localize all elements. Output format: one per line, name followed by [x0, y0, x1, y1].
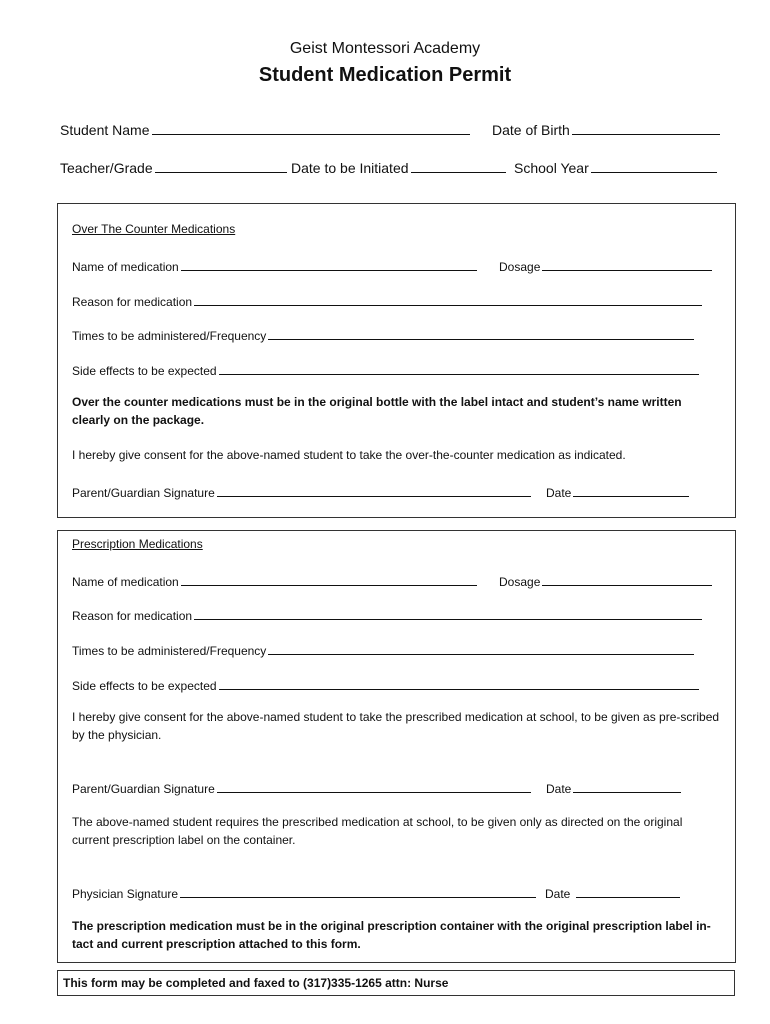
school-year-line[interactable]: [591, 159, 717, 173]
otc-signature-field[interactable]: [72, 483, 531, 500]
rx-physician-signature-field[interactable]: [72, 884, 536, 901]
rx-times-field[interactable]: [72, 641, 694, 658]
otc-times-line[interactable]: [268, 326, 694, 340]
rx-medication-name-field[interactable]: [72, 572, 477, 589]
rx-parent-date-line[interactable]: [573, 779, 681, 793]
rx-parent-date-label: Date: [546, 782, 572, 796]
date-of-birth-line[interactable]: [572, 121, 720, 135]
rx-physician-date-label: Date: [545, 887, 571, 901]
rx-medication-name-line[interactable]: [181, 572, 477, 586]
otc-side-effects-line[interactable]: [219, 361, 699, 375]
otc-warning: Over the counter medications must be in the original bottle with the label intact and student’s name written clearly on the package.: [72, 395, 682, 427]
otc-date-label: Date: [546, 486, 572, 500]
student-name-label: Student Name: [60, 122, 150, 138]
student-name-field[interactable]: [60, 121, 470, 138]
otc-medication-name-field[interactable]: [72, 257, 477, 274]
otc-dosage-field[interactable]: [499, 257, 712, 274]
rx-physician-statement: The above-named student requires the prescribed medication at school, to be given only as directed on the original current prescription label on the container.: [72, 815, 683, 847]
teacher-grade-label: Teacher/Grade: [60, 160, 153, 176]
rx-side-effects-line[interactable]: [219, 676, 699, 690]
otc-dosage-line[interactable]: [542, 257, 712, 271]
otc-section: [57, 203, 736, 518]
rx-dosage-label: Dosage: [499, 575, 541, 589]
otc-date-field[interactable]: [546, 483, 689, 500]
otc-signature-line[interactable]: [217, 483, 531, 497]
otc-times-field[interactable]: [72, 326, 694, 343]
school-year-field[interactable]: [514, 159, 717, 176]
rx-parent-date-field[interactable]: [546, 779, 681, 796]
date-of-birth-field[interactable]: [492, 121, 720, 138]
school-name: Geist Montessori Academy: [289, 40, 481, 57]
teacher-grade-field[interactable]: [60, 159, 287, 176]
rx-dosage-field[interactable]: [499, 572, 712, 589]
rx-side-effects-label: Side effects to be expected: [72, 679, 217, 693]
otc-reason-line[interactable]: [194, 292, 702, 306]
date-initiated-field[interactable]: [291, 159, 506, 176]
teacher-grade-line[interactable]: [155, 159, 287, 173]
fax-note: This form may be completed and faxed to (317)335-1265 attn: Nurse: [63, 976, 449, 990]
rx-heading: Prescription Medications: [72, 537, 203, 551]
rx-parent-signature-line[interactable]: [217, 779, 531, 793]
rx-physician-signature-label: Physician Signature: [72, 887, 179, 901]
otc-heading: Over The Counter Medications: [72, 222, 236, 236]
date-of-birth-label: Date of Birth: [492, 122, 570, 138]
form-title: Student Medication Permit: [258, 64, 512, 86]
rx-warning: The prescription medication must be in the original prescription container with the original prescription label in-tact and current prescription attached to this form.: [72, 919, 711, 951]
otc-side-effects-field[interactable]: [72, 361, 699, 378]
date-initiated-label: Date to be Initiated: [291, 160, 409, 176]
otc-dosage-label: Dosage: [499, 260, 541, 274]
otc-consent: I hereby give consent for the above-named student to take the over-the-counter medication as indicated.: [72, 448, 626, 462]
rx-parent-signature-label: Parent/Guardian Signature: [72, 782, 215, 796]
otc-date-line[interactable]: [573, 483, 689, 497]
rx-side-effects-field[interactable]: [72, 676, 699, 693]
rx-reason-label: Reason for medication: [72, 609, 193, 623]
otc-side-effects-label: Side effects to be expected: [72, 364, 217, 378]
fax-note-box: [57, 970, 735, 996]
otc-reason-field[interactable]: [72, 292, 702, 309]
rx-dosage-line[interactable]: [542, 572, 712, 586]
rx-reason-field[interactable]: [72, 606, 702, 623]
rx-medication-name-label: Name of medication: [72, 575, 179, 589]
rx-physician-date-line[interactable]: [576, 884, 680, 898]
otc-signature-label: Parent/Guardian Signature: [72, 486, 215, 500]
otc-medication-name-label: Name of medication: [72, 260, 179, 274]
rx-times-label: Times to be administered/Frequency: [72, 644, 267, 658]
otc-medication-name-line[interactable]: [181, 257, 477, 271]
student-name-line[interactable]: [152, 121, 470, 135]
rx-times-line[interactable]: [268, 641, 694, 655]
rx-physician-date-field[interactable]: [545, 884, 680, 901]
otc-times-label: Times to be administered/Frequency: [72, 329, 267, 343]
rx-section: [57, 530, 736, 963]
otc-reason-label: Reason for medication: [72, 295, 193, 309]
school-year-label: School Year: [514, 160, 589, 176]
rx-parent-signature-field[interactable]: [72, 779, 531, 796]
rx-physician-signature-line[interactable]: [180, 884, 536, 898]
date-initiated-line[interactable]: [411, 159, 506, 173]
rx-reason-line[interactable]: [194, 606, 702, 620]
rx-consent: I hereby give consent for the above-named student to take the prescribed medication at school, to be given as pre-scribed by the physician.: [72, 710, 720, 742]
